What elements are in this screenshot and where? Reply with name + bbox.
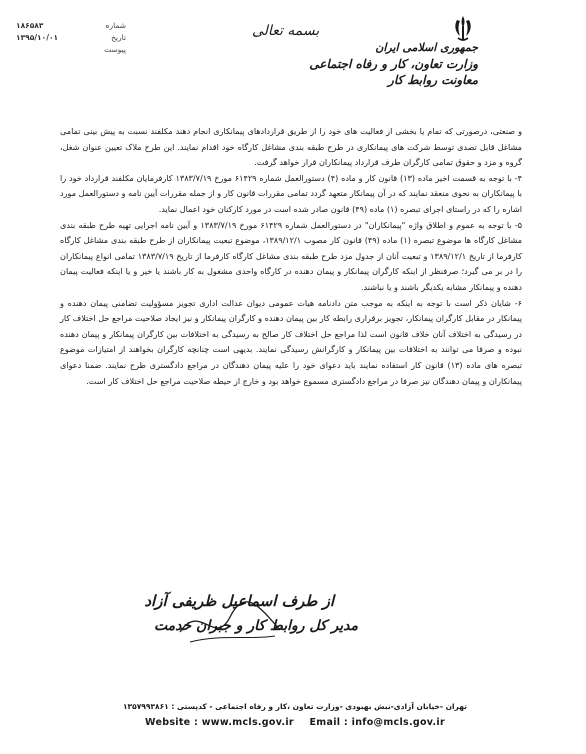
letter-meta [16,20,126,56]
country-name: جمهوری اسلامی ایران [375,41,478,54]
letter-number-row [16,20,126,32]
letter-footer [20,702,570,728]
date-value: ۱۳۹۵/۱۰/۰۱ [16,33,59,42]
footer-contacts [20,717,570,728]
deputy-name: معاونت روابط کار [388,73,478,87]
attachment-label: پیوست [104,45,126,54]
paragraph: و صنعتی، درصورتی که تمام یا بخشی از فعالیت های خود را از طریق قراردادهای پیمانکاری انجام دهند مکلفند نسبت به پیش بینی تمامی مشاغل قابل تصدی توسط شرکت های پیمانکاری در طرح طبقه بندی مشاغل کارگاه خود اقدام نمایند. این طرح ملاک تعیین عنوان شغل، گروه و مزد و حقوق تمامی کارگران طرف قرارداد پیمانکاران قرار خواهد گرفت. [60,126,522,168]
email-link[interactable]: Email : info@mcls.gov.ir [309,717,445,728]
signature-block [120,592,360,634]
letter-body [60,124,522,389]
date-label: تاریخ [111,33,126,42]
footer-address: تهران -خیابان آزادی-نبش بهبودی -وزارت تعاون ،کار و رفاه اجتماعی - کدپستی : ۱۳۵۷۹۹۳۸۶۱ [122,702,467,711]
website-link[interactable]: Website : www.mcls.gov.ir [145,717,294,728]
paragraph: ۶- شایان ذکر است با توجه به اینکه به موجب متن دادنامه هیات عمومی دیوان عدالت اداری تجویز مسؤولیت تضامنی پیمان دهنده و پیمانکار در مقابل کارگران پیمانکار، تجویز برقراری رابطه کار بین پیمان دهنده و کارگران پیمانکار و نیز ایجاد صلاحیت مراجع حل اختلاف کار در رسیدگی به اختلاف آنان خلاف قانون است لذا مراجع حل اختلاف کار صالح به رسیدگی به اختلافات بین کارگران پیمانکار و پیمان دهنده نبوده و صرفا می توانند به اختلافات بین پیمانکار و کارگرانش رسیدگی نمایند. بدیهی است چنانچه کارگران بخواهند از امتیازات موضوع تبصره های ماده (۱۳) قانون کار استفاده نمایند باید دعوای خود را علیه پیمان دهندگان در مراجع دادگستری طرح نمایند. ضمنا دعوای پیمانکاران و پیمان دهندگان نیز صرفا در مراجع دادگستری مسموع خواهد بود و خارج از حیطه صلاحیت مراجع حل اختلاف کار است. [60,297,522,386]
ministry-name: وزارت تعاون، کار و رفاه اجتماعی [309,57,478,71]
number-value: ۱۸۶۵۸۳ [16,21,44,30]
letter-attachment-row [16,44,126,56]
basmala: بسمه تعالی [252,23,320,39]
signatory-title: مدیر کل روابط کار و جبران خدمت [153,618,358,634]
paragraph: ۴- با توجه به قسمت اخیر ماده (۱۳) قانون کار و ماده (۴) دستورالعمل شماره ۶۱۴۲۹ مورخ ۱۳۸۳/۷/۱۹ کارفرمایان مکلفند قرارداد خود را با پیمانکاران به نحوی منعقد نمایند که در آن پیمانکار متعهد گردد تمامی مقررات قانون کار و از جمله مقررات آیین نامه و دستورالعمل مورد اشاره را که در راستای اجرای تبصره (۱) ماده (۴۹) قانون صادر شده است در مورد کارکنان خود اعمال نماید. [60,172,522,214]
signatory-name: از طرف اسماعیل ظریفی آزاد [144,592,334,610]
ministry-header [309,40,478,88]
signature-scribble-icon [170,592,290,652]
letter-date-row [16,32,126,44]
number-label: شماره [105,21,126,30]
paragraph: ۵- با توجه به عموم و اطلاق واژه "پیمانکاران" در دستورالعمل شماره ۶۱۴۲۹ مورخ ۱۳۸۳/۷/۱۹ و آیین نامه اجرایی تهیه طرح طبقه بندی مشاغل کارگاه ها موضوع تبصره (۱) ماده (۴۹) قانون کار مصوب ۱۳۸۹/۱۲/۱، موضوع تبعیت پیمانکاران از طرح طبقه بندی مشاغل کارگاه کارفرما از تاریخ ۱۳۸۹/۱۲/۱ و تبعیت آنان از جدول مزد طرح طبقه بندی مشاغل کارگاه کارفرما از تاریخ ۱۳۸۳/۷/۱۹ تمامی انواع پیمانکاران را در بر می گیرد؛ صرفنظر از اینکه کارگران پیمانکار و پیمان دهنده در کارگاه واحدی مشغول به کار باشند یا خیر و یا اینکه فعالیت پیمان دهنده و پیمانکار مشابه یکدیگر باشند و یا نباشند. [60,219,523,292]
